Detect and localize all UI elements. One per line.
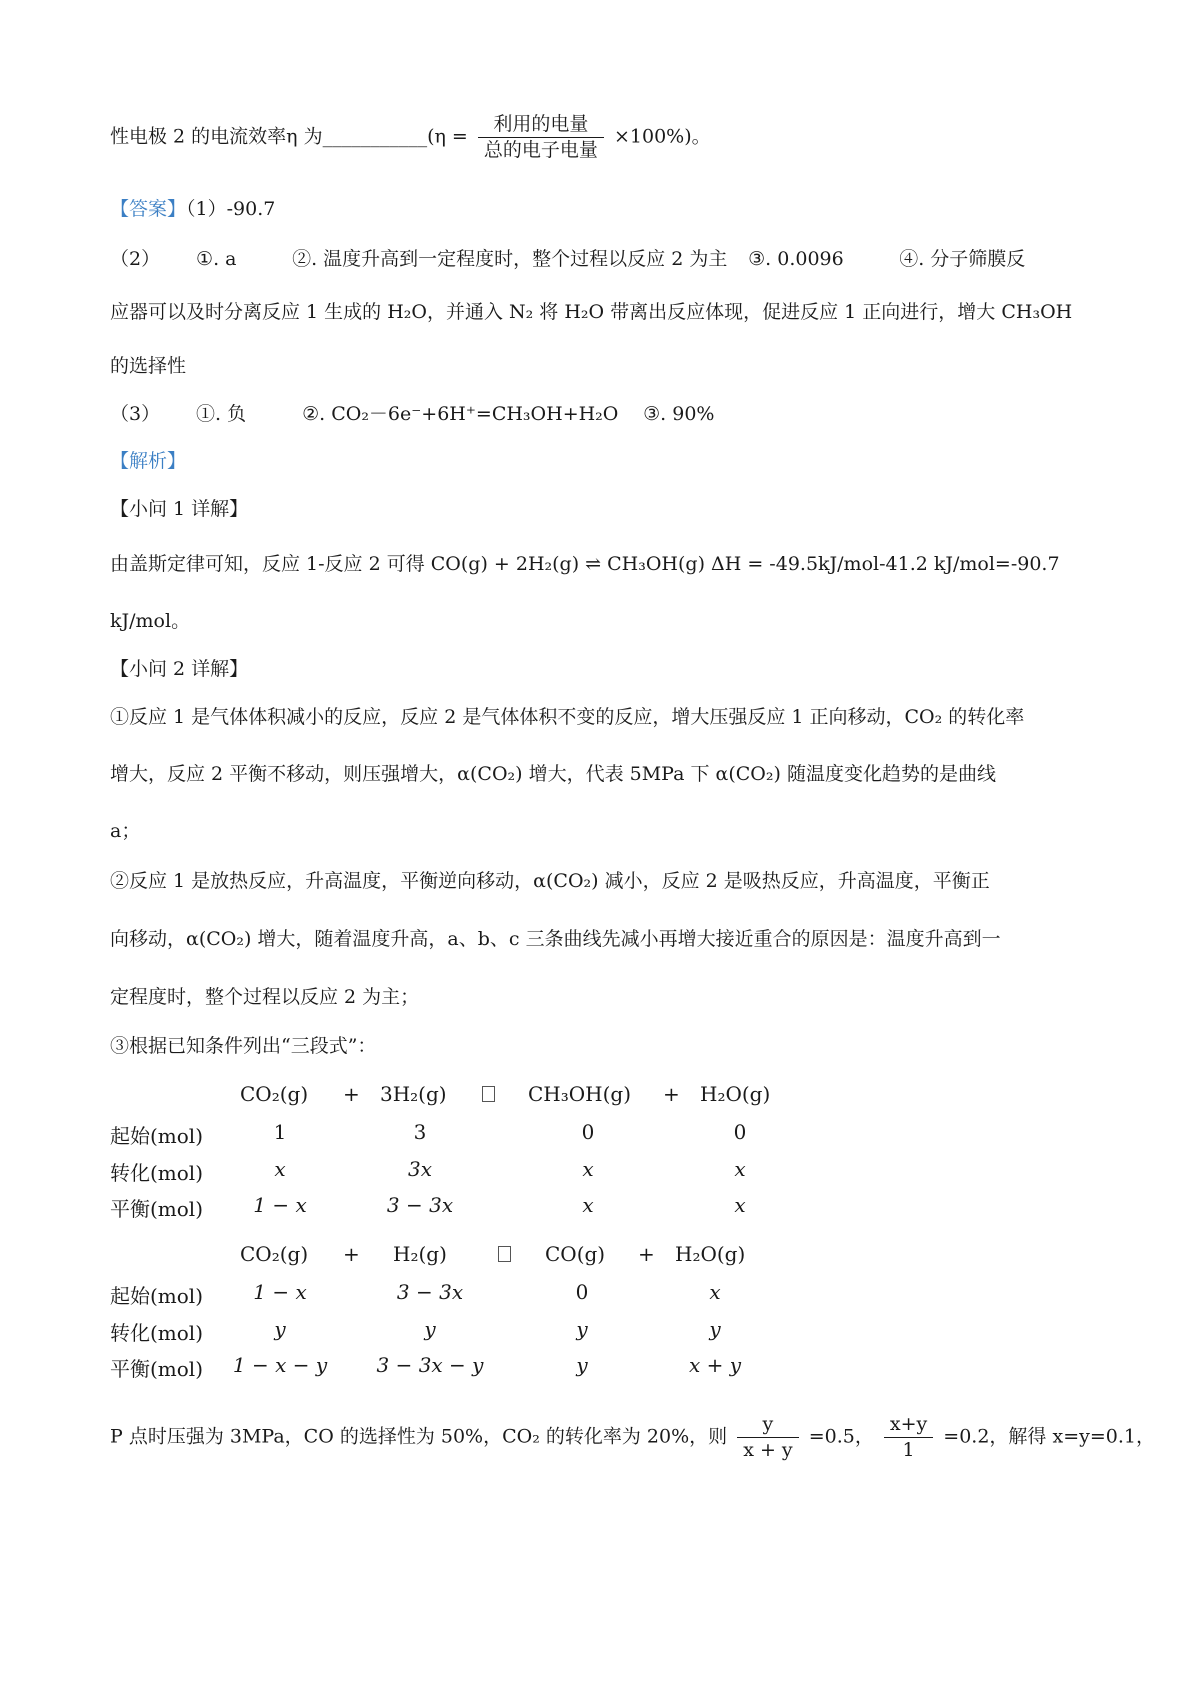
t2-co2: CO₂(g) xyxy=(240,1242,309,1266)
intro-suffix: ×100%)。 xyxy=(613,125,711,148)
subquestion-2-title: 【小问 2 详解】 xyxy=(110,658,249,680)
analysis-tag: 【解析】 xyxy=(110,450,187,472)
answer-tag: 【答案】 xyxy=(110,198,187,220)
t1-h2: 3H₂(g) xyxy=(380,1082,447,1106)
intro-prefix: 性电极 2 的电流效率η 为___________(η = xyxy=(110,125,468,148)
t2-start-co: 0 xyxy=(575,1280,589,1304)
answer-q3-a: ①. 负 xyxy=(196,403,247,425)
answer-q2-label: （2） xyxy=(110,248,161,270)
t1-equilibrium-arrow xyxy=(472,1082,505,1106)
t1-eq-ch3oh: x xyxy=(582,1193,594,1217)
answer-q2-line xyxy=(110,250,1025,269)
t1-plus-2: + xyxy=(663,1082,680,1106)
t2-h2o: H₂O(g) xyxy=(675,1242,746,1266)
fraction-numerator: 利用的电量 xyxy=(478,115,604,138)
subquestion-1-title: 【小问 1 详解】 xyxy=(110,498,249,520)
t2-eq-co: y xyxy=(576,1353,588,1377)
t2-eq-co2: 1 − x − y xyxy=(232,1353,328,1377)
t2-change-co2: y xyxy=(274,1317,286,1341)
t1-start-co2: 1 xyxy=(273,1120,287,1144)
t1-start-h2o: 0 xyxy=(733,1120,747,1144)
paragraph-1-line2: 增大，反应 2 平衡不移动，则压强增大，α(CO₂) 增大，代表 5MPa 下 α(CO₂) 随温度变化趋势的是曲线 xyxy=(110,763,996,785)
paragraph-2-line3: 定程度时，整个过程以反应 2 为主； xyxy=(110,986,420,1008)
final-prefix: P 点时压强为 3MPa，CO 的选择性为 50%，CO₂ 的转化率为 20%，则 xyxy=(110,1425,728,1448)
paragraph-1-line3: a； xyxy=(110,820,141,842)
t1-row-change-label: 转化(mol) xyxy=(110,1161,204,1185)
t2-change-h2o: y xyxy=(709,1317,721,1341)
fraction-denominator: x + y xyxy=(743,1439,793,1461)
paragraph-2-line2: 向移动，α(CO₂) 增大，随着温度升高，a、b、c 三条曲线先减小再增大接近重合的原因是：温度升高到一 xyxy=(110,928,1001,950)
answer-q1-line xyxy=(110,200,275,219)
t1-ch3oh: CH₃OH(g) xyxy=(528,1082,632,1106)
t1-start-h2: 3 xyxy=(413,1120,427,1144)
efficiency-fraction xyxy=(478,115,604,160)
t2-co: CO(g) xyxy=(545,1242,606,1266)
t2-h2: H₂(g) xyxy=(393,1242,447,1266)
t2-start-co2: 1 − x xyxy=(253,1280,307,1304)
answer-q2-line2: 应器可以及时分离反应 1 生成的 H₂O，并通入 N₂ 将 H₂O 带离出反应体现，促进反应 1 正向进行，增大 CH₃OH xyxy=(110,301,1073,323)
t2-change-co: y xyxy=(576,1317,588,1341)
t2-equilibrium-arrow xyxy=(488,1242,521,1266)
t1-row-equilibrium-label: 平衡(mol) xyxy=(110,1197,204,1221)
final-line xyxy=(110,1415,1155,1460)
answer-q3-label: （3） xyxy=(110,403,161,425)
paragraph-3-line1: ③根据已知条件列出“三段式”： xyxy=(110,1035,377,1057)
t1-eq-h2o: x xyxy=(734,1193,746,1217)
answer-q1: （1）-90.7 xyxy=(186,198,276,220)
t1-change-ch3oh: x xyxy=(582,1157,594,1181)
fraction-denominator: 1 xyxy=(902,1439,915,1461)
fraction-numerator: x+y xyxy=(884,1415,933,1438)
subquestion-1-line2: kJ/mol。 xyxy=(110,610,191,632)
final-suffix: =0.2，解得 x=y=0.1， xyxy=(943,1425,1155,1448)
t1-h2o: H₂O(g) xyxy=(700,1082,771,1106)
t2-eq-h2o: x + y xyxy=(688,1353,742,1377)
answer-q2-a: ①. a xyxy=(196,248,237,270)
t1-eq-h2: 3 − 3x xyxy=(386,1193,454,1217)
t2-row-change-label: 转化(mol) xyxy=(110,1321,204,1345)
final-mid: =0.5， xyxy=(808,1425,874,1448)
paragraph-1-line1: ①反应 1 是气体体积减小的反应，反应 2 是气体体积不变的反应，增大压强反应 1 正向移动，CO₂ 的转化率 xyxy=(110,706,1025,728)
selectivity-fraction xyxy=(737,1415,798,1460)
answer-q3-c: ③. 90% xyxy=(643,403,715,425)
paragraph-2-line1: ②反应 1 是放热反应，升高温度，平衡逆向移动，α(CO₂) 减小，反应 2 是吸热反应，升高温度，平衡正 xyxy=(110,870,990,892)
t1-change-co2: x xyxy=(274,1157,286,1181)
t2-row-start-label: 起始(mol) xyxy=(110,1284,204,1308)
t1-row-start-label: 起始(mol) xyxy=(110,1124,204,1148)
t1-co2: CO₂(g) xyxy=(240,1082,309,1106)
answer-q3-line xyxy=(110,405,714,424)
t1-eq-co2: 1 − x xyxy=(253,1193,307,1217)
subquestion-1-line1: 由盖斯定律可知，反应 1-反应 2 可得 CO(g) + 2H₂(g) ⇌ CH₃OH(g) ΔH = -49.5kJ/mol-41.2 kJ/mol=-90.7 xyxy=(110,553,1060,575)
answer-q3-b: ②. CO₂－6e⁻+6H⁺=CH₃OH+H₂O xyxy=(302,403,619,425)
answer-q2-d: ④. 分子筛膜反 xyxy=(899,248,1026,270)
fraction-denominator: 总的电子电量 xyxy=(483,139,598,161)
answer-q2-b: ②. 温度升高到一定程度时，整个过程以反应 2 为主 xyxy=(292,248,728,270)
t2-plus-1: + xyxy=(343,1242,360,1266)
t1-change-h2o: x xyxy=(734,1157,746,1181)
t2-eq-h2: 3 − 3x − y xyxy=(376,1353,484,1377)
conversion-fraction xyxy=(884,1415,933,1460)
t2-start-h2: 3 − 3x xyxy=(396,1280,464,1304)
t1-start-ch3oh: 0 xyxy=(581,1120,595,1144)
intro-line xyxy=(110,115,711,160)
t1-plus-1: + xyxy=(343,1082,360,1106)
answer-q2-c: ③. 0.0096 xyxy=(748,248,844,270)
t2-change-h2: y xyxy=(424,1317,436,1341)
t2-start-h2o: x xyxy=(709,1280,721,1304)
t1-change-h2: 3x xyxy=(407,1157,432,1181)
fraction-numerator: y xyxy=(737,1415,798,1438)
t2-plus-2: + xyxy=(638,1242,655,1266)
answer-q2-line3: 的选择性 xyxy=(110,355,187,377)
t2-row-equilibrium-label: 平衡(mol) xyxy=(110,1357,204,1381)
